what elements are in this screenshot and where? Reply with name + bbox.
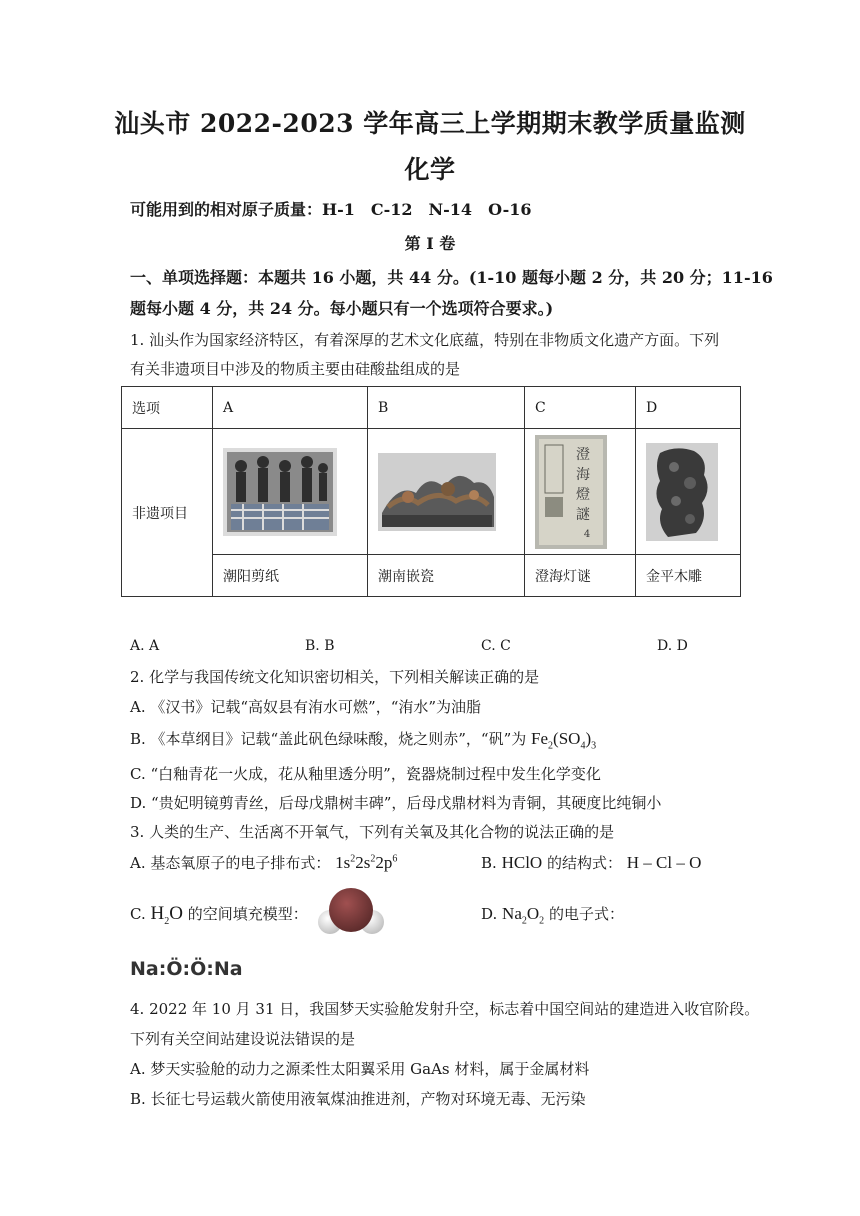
paper-cut-image [223, 448, 337, 536]
section1-line1: 一、单项选择题：本题共 16 小题，共 44 分。(1-10 题每小题 2 分，共 20 分；11-16 [130, 268, 773, 287]
q3-option-a [130, 852, 397, 873]
q3-option-a-formula: $1s^22s^22p^6$ [335, 853, 398, 872]
q3-stem: 3. 人类的生产、生活离不开氧气，下列有关氧及其化合物的说法正确的是 [130, 823, 615, 841]
q4-option-a: A. 梦天实验舱的动力之源柔性太阳翼采用 GaAs 材料，属于金属材料 [130, 1060, 590, 1078]
q3-option-b-formula1: HClO [501, 853, 543, 872]
section1-line2: 题每小题 4 分，共 24 分。每小题只有一个选项符合要求。) [130, 299, 554, 318]
q3-option-b-label: B. [481, 854, 497, 872]
table-col-d: D [636, 387, 741, 429]
svg-text:澄: 澄 [576, 446, 590, 463]
q2-option-d: D. “贵妃明镜剪青丝，后母戊鼎树丰碑”，后母戊鼎材料为青铜，其硬度比纯铜小 [130, 794, 662, 812]
svg-text:謎: 謎 [576, 506, 590, 523]
wood-carving-image [646, 443, 718, 541]
subject-title: 化学 [404, 155, 456, 184]
q3-option-d [481, 903, 624, 926]
table-row-label: 非遗项目 [122, 429, 213, 597]
svg-text:4: 4 [583, 528, 591, 540]
water-space-filling-model [316, 884, 386, 940]
q2-option-b [130, 728, 596, 751]
sodium-peroxide-lewis-structure: Na:Ö:Ö:Na [130, 958, 243, 980]
q3-option-b-formula2: H – Cl – O [626, 853, 702, 872]
porcelain-image [378, 453, 496, 531]
q1-option-c: C. C [481, 638, 511, 654]
paper-cut-image-cell [213, 429, 368, 555]
table-col-a: A [213, 387, 368, 429]
svg-text:燈: 燈 [576, 486, 590, 503]
exam-title: 汕头市 2022-2023 学年高三上学期期末教学质量监测 [114, 109, 746, 138]
q2-stem: 2. 化学与我国传统文化知识密切相关，下列相关解读正确的是 [130, 668, 540, 686]
wood-carving-image-cell [636, 429, 741, 555]
q3-option-c-label: C. [130, 905, 146, 923]
q1-option-d: D. D [657, 638, 688, 654]
q3-option-c [130, 903, 308, 927]
item-name-b: 潮南嵌瓷 [368, 555, 525, 597]
q2-option-b-text: B. 《本草纲目》记载“盖此矾色绿味酸，烧之则赤”，“矾”为 [130, 730, 527, 748]
q3-option-a-text: A. 基态氧原子的电子排布式： [130, 854, 331, 872]
lantern-riddle-book-image [535, 435, 607, 549]
table-header-label: 选项 [122, 387, 213, 429]
q2-option-c: C. “白釉青花一火成，花从釉里透分明”，瓷器烧制过程中发生化学变化 [130, 765, 601, 783]
q3-option-b [481, 852, 701, 873]
porcelain-image-cell [368, 429, 525, 555]
svg-text:海: 海 [576, 466, 590, 483]
q4-stem-line1: 4. 2022 年 10 月 31 日，我国梦天实验舱发射升空，标志着中国空间站的建造进入收官阶段。 [130, 1000, 760, 1018]
q3-option-c-formula: $H_2O$ [150, 903, 183, 927]
q3-option-d-label: D. [481, 905, 498, 923]
q3-option-d-text: 的电子式： [548, 905, 624, 923]
q1-stem-line1: 1. 汕头作为国家经济特区，有着深厚的艺术文化底蕴，特别在非物质文化遗产方面。下列 [130, 331, 720, 349]
atomic-mass-line: 可能用到的相对原子质量：H-1 C-12 N-14 O-16 [130, 200, 532, 219]
q3-option-c-text: 的空间填充模型： [187, 905, 308, 923]
q3-option-d-formula: $Na_2O_2$ [502, 904, 545, 927]
item-name-c: 澄海灯谜 [525, 555, 636, 597]
lantern-book-image-cell [525, 429, 636, 555]
q2-option-a: A. 《汉书》记载“高奴县有洧水可燃”，“洧水”为油脂 [130, 698, 482, 716]
q1-option-a: A. A [130, 638, 160, 654]
q2-option-b-formula: $Fe_2(SO_4)_3$ [531, 729, 597, 752]
volume-heading: 第 I 卷 [404, 234, 456, 253]
table-col-b: B [368, 387, 525, 429]
q1-stem-line2: 有关非遗项目中涉及的物质主要由硅酸盐组成的是 [130, 360, 461, 378]
table-col-c: C [525, 387, 636, 429]
q1-table [121, 386, 741, 597]
item-name-a: 潮阳剪纸 [213, 555, 368, 597]
q3-option-b-text: 的结构式： [546, 854, 622, 872]
q1-option-b: B. B [305, 638, 335, 654]
q4-option-b: B. 长征七号运载火箭使用液氧煤油推进剂，产物对环境无毒、无污染 [130, 1090, 586, 1108]
q4-stem-line2: 下列有关空间站建设说法错误的是 [130, 1030, 356, 1048]
item-name-d: 金平木雕 [636, 555, 741, 597]
